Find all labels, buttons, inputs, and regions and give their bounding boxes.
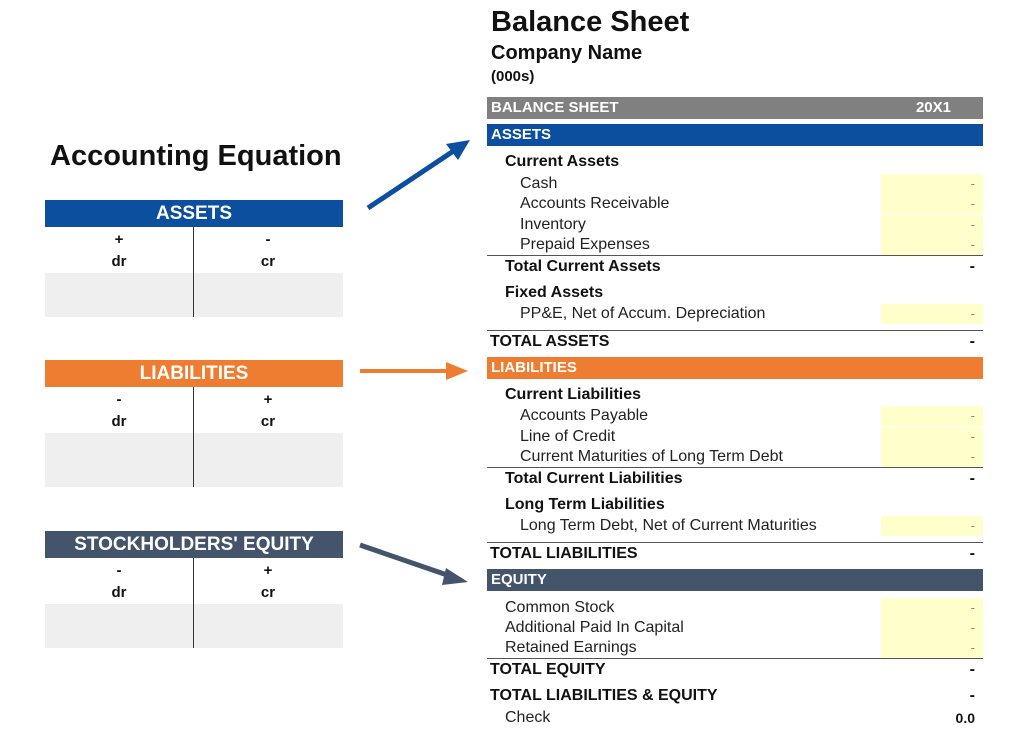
assets-dr-label: dr (111, 253, 127, 270)
table-row: Current Maturities of Long Term Debt - (487, 447, 983, 467)
company-name: Company Name (491, 42, 643, 64)
liabilities-cr-label: cr (260, 413, 276, 430)
liabilities-dr-label: dr (111, 413, 127, 430)
paid-in-capital-input-cell[interactable]: - (881, 618, 983, 638)
prepaid-expenses-input-cell[interactable]: - (881, 235, 983, 255)
table-row: Accounts Payable - (487, 406, 983, 426)
line-of-credit-input-cell[interactable]: - (881, 427, 983, 447)
total-assets-row: TOTAL ASSETS - (487, 330, 983, 353)
table-row: Accounts Receivable - (487, 194, 983, 214)
equity-t-header: STOCKHOLDERS' EQUITY (45, 531, 343, 558)
common-stock-input-cell[interactable]: - (881, 598, 983, 618)
assets-section-bar: ASSETS (487, 124, 983, 146)
table-row: Additional Paid In Capital - (487, 618, 983, 638)
equity-cr-label: cr (260, 584, 276, 601)
table-row: Long Term Debt, Net of Current Maturities - (487, 516, 983, 536)
check-value: 0.0 (955, 710, 975, 726)
equity-credit-sign: + (263, 562, 273, 579)
accounting-equation-title: Accounting Equation (50, 140, 342, 172)
assets-arrow-icon (368, 140, 470, 208)
table-row: Cash - (487, 174, 983, 194)
liabilities-section-bar: LIABILITIES (487, 357, 983, 379)
total-current-liabilities-row: Total Current Liabilities - (487, 467, 983, 490)
table-row: Prepaid Expenses - (487, 235, 983, 255)
long-term-liabilities-heading: Long Term Liabilities (505, 496, 665, 513)
assets-cr-label: cr (260, 253, 276, 270)
liabilities-debit-sign: - (116, 391, 122, 408)
table-row: Common Stock - (487, 598, 983, 618)
table-row: Line of Credit - (487, 427, 983, 447)
assets-debit-sign: + (114, 231, 124, 248)
equity-debit-sign: - (116, 562, 122, 579)
assets-t-header: ASSETS (45, 200, 343, 227)
fixed-assets-heading: Fixed Assets (505, 284, 604, 301)
table-row: Inventory - (487, 215, 983, 235)
balance-sheet-header-bar (487, 97, 983, 119)
balance-sheet-header-label: BALANCE SHEET (491, 99, 619, 116)
liabilities-arrow-icon (360, 362, 468, 380)
liabilities-t-header: LIABILITIES (45, 360, 343, 387)
table-row: Retained Earnings - (487, 638, 983, 658)
cash-input-cell[interactable]: - (881, 174, 983, 194)
total-equity-row: TOTAL EQUITY - (487, 658, 983, 681)
year-column-header: 20X1 (915, 99, 951, 116)
equity-arrow-icon (360, 545, 468, 585)
table-row: PP&E, Net of Accum. Depreciation - (487, 304, 983, 324)
assets-credit-sign: - (265, 231, 271, 248)
long-term-debt-input-cell[interactable]: - (881, 516, 983, 536)
accounts-receivable-input-cell[interactable]: - (881, 194, 983, 214)
check-row: Check 0.0 (505, 709, 975, 726)
accounts-payable-input-cell[interactable]: - (881, 406, 983, 426)
total-liabilities-row: TOTAL LIABILITIES - (487, 542, 983, 565)
ppe-input-cell[interactable]: - (881, 304, 983, 324)
equity-dr-label: dr (111, 584, 127, 601)
equity-section-bar: EQUITY (487, 569, 983, 591)
current-assets-heading: Current Assets (505, 153, 620, 170)
total-liabilities-equity-row: TOTAL LIABILITIES & EQUITY - (490, 687, 975, 704)
balance-sheet-title: Balance Sheet (491, 6, 690, 38)
units-label: (000s) (491, 68, 535, 85)
current-liabilities-heading: Current Liabilities (505, 386, 642, 403)
liabilities-credit-sign: + (263, 391, 273, 408)
inventory-input-cell[interactable]: - (881, 215, 983, 235)
retained-earnings-input-cell[interactable]: - (881, 638, 983, 658)
current-maturities-input-cell[interactable]: - (881, 447, 983, 467)
total-current-assets-row: Total Current Assets - (487, 255, 983, 278)
